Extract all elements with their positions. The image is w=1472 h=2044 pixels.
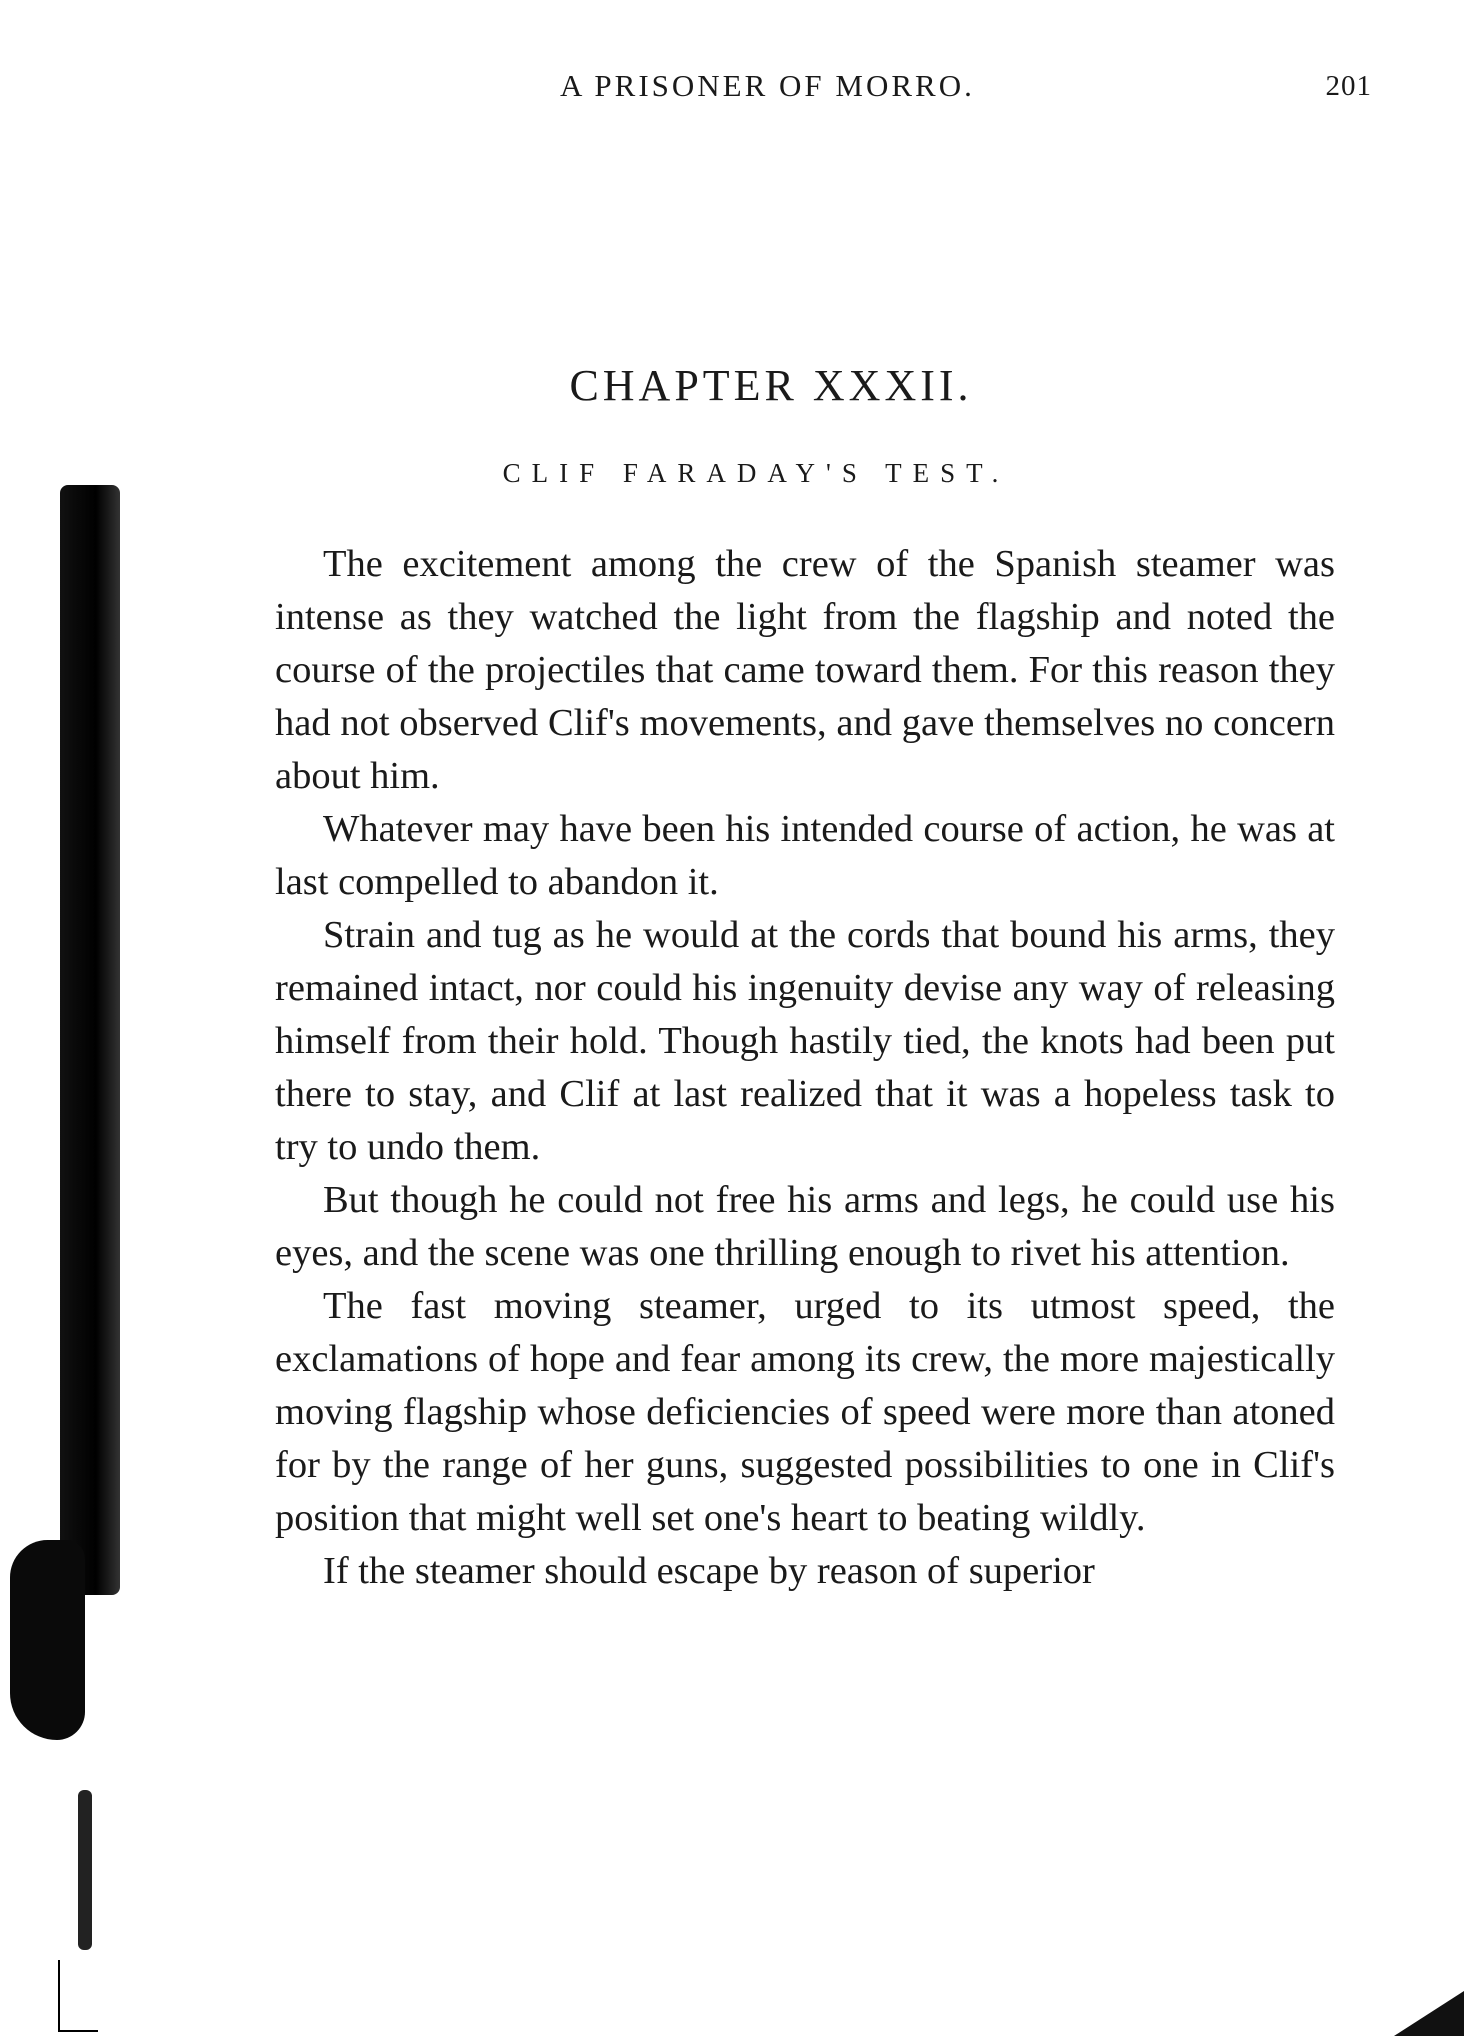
corner-smudge: [1394, 1991, 1464, 2036]
paragraph: The fast moving steamer, urged to its utmost speed, the exclamations of hope and fear among its crew, the more majestically moving flagship whose deficiencies of speed were more than atoned for by the range of her guns, suggested possibilities to one in Clif's position that might well set one's heart to beating wildly.: [275, 1285, 1335, 1539]
paragraph: If the steamer should escape by reason of superior: [323, 1550, 1095, 1592]
running-title: A PRISONER OF MORRO.: [560, 68, 975, 103]
chapter-subtitle: CLIF FARADAY'S TEST.: [502, 458, 1010, 488]
binding-shadow: [60, 485, 120, 1595]
binding-edge-line: [58, 1960, 60, 2030]
chapter-title: CHAPTER XXXII.: [569, 361, 973, 410]
paragraph: Whatever may have been his intended course of action, he was at last compelled to abandon it.: [275, 808, 1335, 903]
binding-edge-foot: [58, 2030, 98, 2032]
paragraph: But though he could not free his arms and legs, he could use his eyes, and the scene was one thrilling enough to rivet his attention.: [275, 1179, 1335, 1274]
paragraph: Strain and tug as he would at the cords that bound his arms, they remained intact, nor could his ingenuity devise any way of releasing himself from their hold. Though hastily tied, the knots had been put there to stay, and Clif at last realized that it was a hopeless task to try to undo them.: [275, 914, 1335, 1168]
body-text: [275, 538, 1335, 1598]
page-number: 201: [1325, 70, 1372, 102]
paragraph: The excitement among the crew of the Spanish steamer was intense as they watched the light from the flagship and noted the course of the projectiles that came toward them. For this reason they had not observed Clif's movements, and gave themselves no concern about him.: [275, 543, 1335, 797]
binding-shadow-lower: [10, 1540, 85, 1740]
binding-shadow-tail: [78, 1790, 92, 1950]
running-head: [0, 68, 1472, 108]
